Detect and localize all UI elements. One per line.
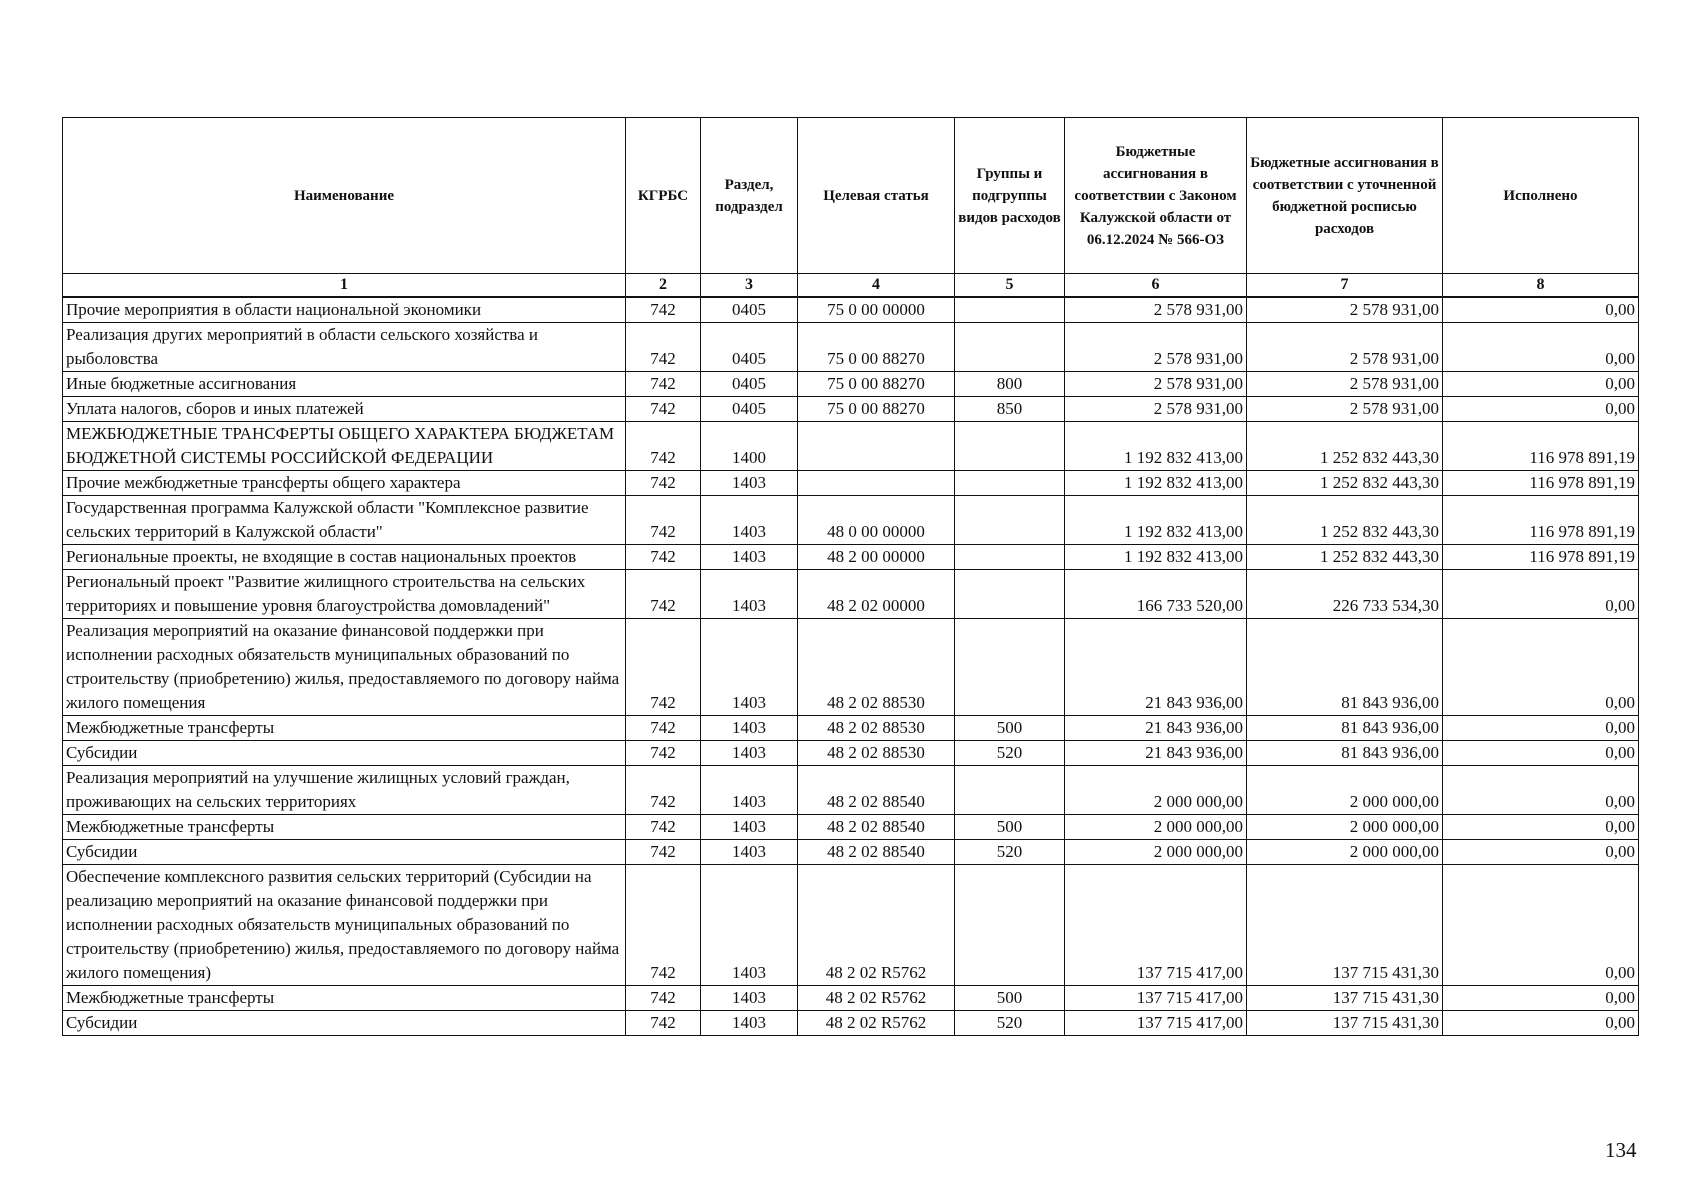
table-row: [63, 865, 1639, 986]
row-refined-allocation: 137 715 431,30: [1247, 865, 1443, 986]
row-kgrbs: 742: [626, 766, 701, 815]
row-refined-allocation: 137 715 431,30: [1247, 1011, 1443, 1036]
row-name: Прочие мероприятия в области национальной экономики: [63, 297, 626, 323]
row-refined-allocation: 2 000 000,00: [1247, 815, 1443, 840]
row-group: [955, 323, 1065, 372]
header-executed: Исполнено: [1443, 118, 1639, 274]
row-refined-allocation: 2 000 000,00: [1247, 840, 1443, 865]
table-body: [63, 297, 1639, 1036]
table-row: [63, 372, 1639, 397]
row-refined-allocation: 81 843 936,00: [1247, 741, 1443, 766]
row-article: 48 2 02 88530: [798, 619, 955, 716]
row-group: [955, 297, 1065, 323]
row-executed: 0,00: [1443, 741, 1639, 766]
row-group: 500: [955, 986, 1065, 1011]
row-group: 500: [955, 815, 1065, 840]
row-executed: 0,00: [1443, 323, 1639, 372]
row-name: Межбюджетные трансферты: [63, 986, 626, 1011]
page-number: 134: [1605, 1138, 1637, 1162]
row-kgrbs: 742: [626, 570, 701, 619]
row-kgrbs: 742: [626, 471, 701, 496]
row-kgrbs: 742: [626, 741, 701, 766]
row-section: 1403: [701, 865, 798, 986]
row-executed: 0,00: [1443, 372, 1639, 397]
table-row: [63, 716, 1639, 741]
row-refined-allocation: 2 000 000,00: [1247, 766, 1443, 815]
row-name: Субсидии: [63, 741, 626, 766]
row-law-allocation: 1 192 832 413,00: [1065, 422, 1247, 471]
table-row: [63, 545, 1639, 570]
row-executed: 116 978 891,19: [1443, 422, 1639, 471]
column-number-row: [63, 274, 1639, 298]
row-executed: 0,00: [1443, 716, 1639, 741]
column-number: 8: [1443, 274, 1639, 298]
row-executed: 116 978 891,19: [1443, 471, 1639, 496]
row-refined-allocation: 1 252 832 443,30: [1247, 422, 1443, 471]
column-number: 2: [626, 274, 701, 298]
row-executed: 116 978 891,19: [1443, 496, 1639, 545]
row-section: 0405: [701, 297, 798, 323]
row-group: [955, 570, 1065, 619]
table-row: [63, 986, 1639, 1011]
row-law-allocation: 2 000 000,00: [1065, 815, 1247, 840]
row-refined-allocation: 81 843 936,00: [1247, 619, 1443, 716]
row-group: 520: [955, 1011, 1065, 1036]
row-section: 1403: [701, 496, 798, 545]
row-group: [955, 619, 1065, 716]
row-name: Региональные проекты, не входящие в состав национальных проектов: [63, 545, 626, 570]
row-name: Субсидии: [63, 1011, 626, 1036]
row-law-allocation: 2 578 931,00: [1065, 323, 1247, 372]
header-group: Группы и подгруппы видов расходов: [955, 118, 1065, 274]
row-article: 48 2 02 R5762: [798, 1011, 955, 1036]
row-kgrbs: 742: [626, 986, 701, 1011]
row-kgrbs: 742: [626, 815, 701, 840]
table-row: [63, 323, 1639, 372]
row-kgrbs: 742: [626, 297, 701, 323]
row-refined-allocation: 1 252 832 443,30: [1247, 496, 1443, 545]
row-name: Уплата налогов, сборов и иных платежей: [63, 397, 626, 422]
row-law-allocation: 2 000 000,00: [1065, 766, 1247, 815]
row-executed: 0,00: [1443, 815, 1639, 840]
row-executed: 0,00: [1443, 865, 1639, 986]
row-group: 520: [955, 741, 1065, 766]
row-name: Прочие межбюджетные трансферты общего характера: [63, 471, 626, 496]
row-law-allocation: 2 000 000,00: [1065, 840, 1247, 865]
row-kgrbs: 742: [626, 716, 701, 741]
row-kgrbs: 742: [626, 619, 701, 716]
row-refined-allocation: 81 843 936,00: [1247, 716, 1443, 741]
row-section: 1403: [701, 471, 798, 496]
column-number: 7: [1247, 274, 1443, 298]
header-row: [63, 118, 1639, 274]
row-law-allocation: 1 192 832 413,00: [1065, 471, 1247, 496]
row-law-allocation: 166 733 520,00: [1065, 570, 1247, 619]
row-section: 0405: [701, 323, 798, 372]
row-group: 800: [955, 372, 1065, 397]
row-article: 48 2 02 R5762: [798, 865, 955, 986]
row-article: 48 2 02 88540: [798, 840, 955, 865]
row-section: 1403: [701, 545, 798, 570]
row-name: Реализация мероприятий на улучшение жилищных условий граждан, проживающих на сельских территориях: [63, 766, 626, 815]
row-article: 75 0 00 00000: [798, 297, 955, 323]
column-number: 5: [955, 274, 1065, 298]
row-article: 48 2 02 R5762: [798, 986, 955, 1011]
row-refined-allocation: 137 715 431,30: [1247, 986, 1443, 1011]
row-executed: 0,00: [1443, 397, 1639, 422]
row-law-allocation: 1 192 832 413,00: [1065, 496, 1247, 545]
table-row: [63, 496, 1639, 545]
row-law-allocation: 21 843 936,00: [1065, 619, 1247, 716]
row-law-allocation: 2 578 931,00: [1065, 397, 1247, 422]
row-group: 500: [955, 716, 1065, 741]
row-law-allocation: 2 578 931,00: [1065, 372, 1247, 397]
row-section: 0405: [701, 397, 798, 422]
column-number: 6: [1065, 274, 1247, 298]
row-law-allocation: 137 715 417,00: [1065, 986, 1247, 1011]
row-kgrbs: 742: [626, 865, 701, 986]
row-section: 1403: [701, 570, 798, 619]
row-section: 1403: [701, 716, 798, 741]
row-name: МЕЖБЮДЖЕТНЫЕ ТРАНСФЕРТЫ ОБЩЕГО ХАРАКТЕРА БЮДЖЕТАМ БЮДЖЕТНОЙ СИСТЕМЫ РОССИЙСКОЙ ФЕДЕРАЦИИ: [63, 422, 626, 471]
row-executed: 116 978 891,19: [1443, 545, 1639, 570]
row-kgrbs: 742: [626, 840, 701, 865]
row-refined-allocation: 2 578 931,00: [1247, 297, 1443, 323]
row-group: [955, 471, 1065, 496]
row-name: Реализация мероприятий на оказание финансовой поддержки при исполнении расходных обязательств муниципальных образований по строительству (приобретению) жилья, предоставляемого по договору найма жилого помещения: [63, 619, 626, 716]
row-refined-allocation: 226 733 534,30: [1247, 570, 1443, 619]
header-kgrbs: КГРБС: [626, 118, 701, 274]
table-row: [63, 619, 1639, 716]
row-name: Межбюджетные трансферты: [63, 716, 626, 741]
row-executed: 0,00: [1443, 840, 1639, 865]
row-article: 75 0 00 88270: [798, 323, 955, 372]
row-law-allocation: 2 578 931,00: [1065, 297, 1247, 323]
row-article: 48 0 00 00000: [798, 496, 955, 545]
table-row: [63, 840, 1639, 865]
column-number: 1: [63, 274, 626, 298]
row-section: 1403: [701, 619, 798, 716]
row-executed: 0,00: [1443, 1011, 1639, 1036]
row-article: 48 2 02 00000: [798, 570, 955, 619]
row-executed: 0,00: [1443, 297, 1639, 323]
row-article: 48 2 02 88530: [798, 741, 955, 766]
header-article: Целевая статья: [798, 118, 955, 274]
row-kgrbs: 742: [626, 397, 701, 422]
row-kgrbs: 742: [626, 422, 701, 471]
row-article: 48 2 02 88530: [798, 716, 955, 741]
row-group: [955, 865, 1065, 986]
table-row: [63, 815, 1639, 840]
row-article: 75 0 00 88270: [798, 372, 955, 397]
row-law-allocation: 1 192 832 413,00: [1065, 545, 1247, 570]
row-section: 1403: [701, 815, 798, 840]
row-group: [955, 545, 1065, 570]
row-article: [798, 471, 955, 496]
row-name: Государственная программа Калужской области "Комплексное развитие сельских территорий в Калужской области": [63, 496, 626, 545]
row-kgrbs: 742: [626, 496, 701, 545]
table-row: [63, 766, 1639, 815]
row-name: Региональный проект "Развитие жилищного строительства на сельских территориях и повышение уровня благоустройства домовладений": [63, 570, 626, 619]
row-article: 48 2 02 88540: [798, 815, 955, 840]
row-name: Субсидии: [63, 840, 626, 865]
row-kgrbs: 742: [626, 323, 701, 372]
row-name: Иные бюджетные ассигнования: [63, 372, 626, 397]
row-section: 1400: [701, 422, 798, 471]
row-article: 48 2 00 00000: [798, 545, 955, 570]
row-article: 48 2 02 88540: [798, 766, 955, 815]
row-article: 75 0 00 88270: [798, 397, 955, 422]
row-section: 0405: [701, 372, 798, 397]
row-law-allocation: 21 843 936,00: [1065, 741, 1247, 766]
row-section: 1403: [701, 1011, 798, 1036]
row-group: [955, 496, 1065, 545]
table-row: [63, 741, 1639, 766]
header-section: Раздел, подраздел: [701, 118, 798, 274]
row-executed: 0,00: [1443, 570, 1639, 619]
table-row: [63, 1011, 1639, 1036]
budget-table: [62, 117, 1639, 1036]
table-row: [63, 570, 1639, 619]
row-refined-allocation: 2 578 931,00: [1247, 372, 1443, 397]
row-section: 1403: [701, 986, 798, 1011]
row-name: Межбюджетные трансферты: [63, 815, 626, 840]
row-group: 850: [955, 397, 1065, 422]
row-group: 520: [955, 840, 1065, 865]
header-name: Наименование: [63, 118, 626, 274]
row-refined-allocation: 1 252 832 443,30: [1247, 545, 1443, 570]
row-group: [955, 766, 1065, 815]
table-row: [63, 297, 1639, 323]
row-executed: 0,00: [1443, 986, 1639, 1011]
row-section: 1403: [701, 741, 798, 766]
table-row: [63, 471, 1639, 496]
header-refined-allocation: Бюджетные ассигнования в соответствии с уточненной бюджетной росписью расходов: [1247, 118, 1443, 274]
table-row: [63, 422, 1639, 471]
row-name: Реализация других мероприятий в области сельского хозяйства и рыболовства: [63, 323, 626, 372]
row-name: Обеспечение комплексного развития сельских территорий (Субсидии на реализацию мероприятий на оказание финансовой поддержки при исполнении расходных обязательств муниципальных образований по строительству (приобретению) жилья, предоставляемого по договору найма жилого помещения): [63, 865, 626, 986]
row-law-allocation: 21 843 936,00: [1065, 716, 1247, 741]
table-row: [63, 397, 1639, 422]
column-number: 4: [798, 274, 955, 298]
header-law-allocation: Бюджетные ассигнования в соответствии с Законом Калужской области от 06.12.2024 № 566-ОЗ: [1065, 118, 1247, 274]
row-kgrbs: 742: [626, 1011, 701, 1036]
row-group: [955, 422, 1065, 471]
row-refined-allocation: 1 252 832 443,30: [1247, 471, 1443, 496]
row-law-allocation: 137 715 417,00: [1065, 865, 1247, 986]
row-refined-allocation: 2 578 931,00: [1247, 323, 1443, 372]
row-kgrbs: 742: [626, 545, 701, 570]
row-section: 1403: [701, 840, 798, 865]
row-refined-allocation: 2 578 931,00: [1247, 397, 1443, 422]
column-number: 3: [701, 274, 798, 298]
row-section: 1403: [701, 766, 798, 815]
row-article: [798, 422, 955, 471]
row-executed: 0,00: [1443, 619, 1639, 716]
row-law-allocation: 137 715 417,00: [1065, 1011, 1247, 1036]
row-kgrbs: 742: [626, 372, 701, 397]
row-executed: 0,00: [1443, 766, 1639, 815]
